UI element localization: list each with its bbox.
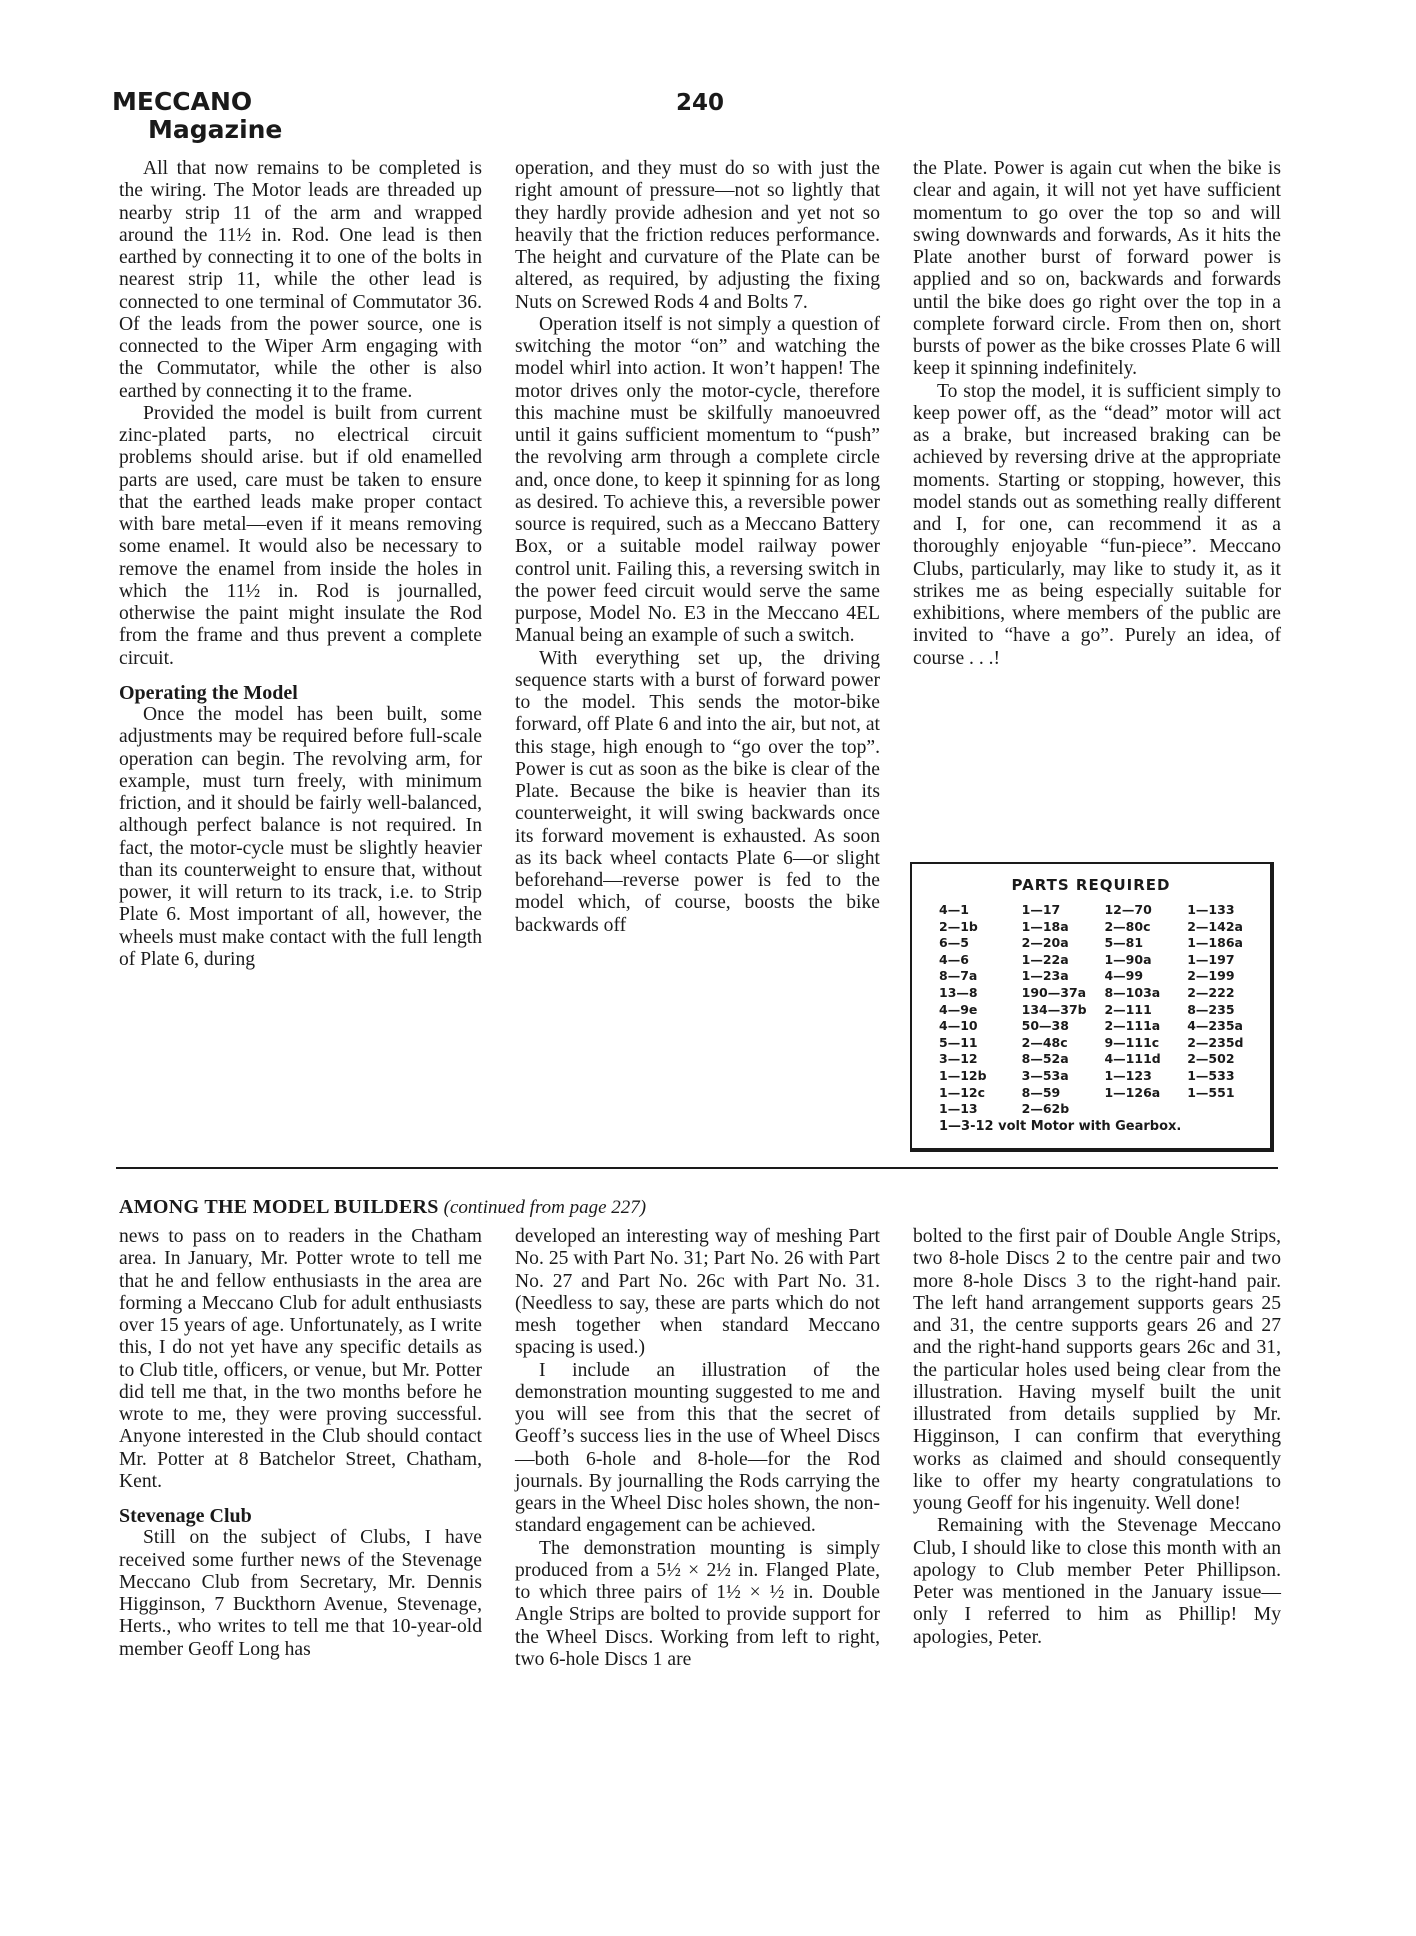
parts-footer: 1—3-12 volt Motor with Gearbox. [939,1118,1182,1134]
parts-cell: 4—111d [1104,1051,1161,1067]
parts-title: PARTS REQUIRED [1011,876,1171,894]
parts-required-box [910,862,1274,1152]
paragraph: Once the model has been built, some adjustments may be required before full-scale operation can begin. The revolving arm, for example, must turn freely, with minimum friction, and it should be fairly well-balanced, although perfect balance is not required. In fact, the motor-cycle must be slightly heavier than its counterweight to ensure that, without power, it will return to its track, i.e. to Strip Plate 6. Most important of all, however, the wheels must make contact with the full length of Plate 6, during [119,704,482,970]
parts-cell: 2—80c [1104,918,1151,934]
parts-cell: 1—126a [1104,1084,1161,1100]
paragraph: the Plate. Power is again cut when the bike is clear and again, it will not yet have sufficient momentum to go over the top so and will swing downwards and forwards, As it hits the Plate another burst of forward power is applied and so on, backwards and forwards until the bike does go right over the top in a complete forward circle. From then on, short bursts of power as the bike crosses Plate 6 will keep it spinning indefinitely. [913,158,1281,380]
parts-row [939,1018,1270,1035]
section-heading: Stevenage Club [119,1505,252,1527]
parts-cell: 1—533 [1187,1067,1235,1083]
paragraph: developed an interesting way of meshing Part No. 25 with Part No. 31; Part No. 26 with Part No. 27 and Part No. 26c with Part No. 31. (Needless to say, these are parts which do not mesh together when standard Meccano spacing is used.) [515,1226,880,1359]
parts-cell: 1—133 [1187,902,1235,917]
parts-cell: 8—235 [1187,1001,1235,1017]
parts-cell: 8—59 [1021,1084,1061,1100]
article-column-2 [515,158,880,937]
parts-cell: 1—12b [939,1067,987,1083]
parts-row [939,1068,1270,1085]
paragraph: All that now remains to be completed is the wiring. The Motor leads are threaded up nearby strip 11 of the arm and wrapped around the 11½ in. Rod. One lead is then earthed by connecting it to one of the bolts in nearest strip 11, while the other lead is connected to one terminal of Commutator 36. Of the leads from the power source, one is connected to the Wiper Arm engaging with the Commutator, while the other is also earthed by connecting it to the frame. [119,158,482,402]
parts-row [939,952,1270,969]
paragraph: The demonstration mounting is simply produced from a 5½ × 2½ in. Flanged Plate, to which three pairs of 1½ × ½ in. Double Angle Strips are bolted to provide support for the Wheel Discs. Working from left to right, two 6-hole Discs 1 are [515,1537,880,1670]
parts-cell: 2—111a [1104,1018,1161,1034]
parts-row [939,1101,1270,1118]
paragraph: operation, and they must do so with just the right amount of pressure—not so lightly that they hardly provide adhesion and yet not so heavily that the friction reduces performance. The height and curvature of the Plate can be altered, as required, by adjusting the fixing Nuts on Screwed Rods 4 and Bolts 7. [515,158,880,313]
parts-cell: 1—18a [1021,918,1069,934]
parts-cell: 134—37b [1021,1001,1087,1017]
parts-cell: 8—103a [1104,984,1161,1000]
parts-cell: 4—99 [1104,968,1144,984]
parts-cell: 2—1b [939,918,978,934]
parts-cell: 1—186a [1187,935,1243,951]
parts-cell: 13—8 [939,984,978,1000]
article-column-3 [913,158,1281,670]
parts-cell: 2—48c [1021,1034,1068,1050]
among-continued: (continued from page 227) [443,1197,647,1218]
among-column-1 [119,1226,482,1661]
parts-cell: 2—142a [1187,918,1243,934]
parts-table [939,902,1270,1118]
parts-row [939,968,1270,985]
paragraph: bolted to the first pair of Double Angle Strips, two 8-hole Discs 2 to the centre pair and two more 8-hole Discs 3 to the right-hand pair. The left hand arrangement supports gears 25 and 31, the centre supports gears 26 and 27 and the right-hand supports gears 26c and 31, the particular holes used being clear from the illustration. Having myself built the unit illustrated from details supplied by Mr. Higginson, I can confirm that everything works as claimed and should consequently like to offer my hearty congratulations to young Geoff for his ingenuity. Well done! [913,1226,1281,1514]
parts-cell: 8—52a [1021,1051,1069,1067]
among-title: AMONG THE MODEL BUILDERS [119,1196,439,1218]
parts-cell: 190—37a [1021,984,1087,1000]
parts-row [939,1002,1270,1019]
paragraph: Provided the model is built from current zinc-plated parts, no electrical circuit problems should arise. but if old enamelled parts are used, care must be taken to ensure that the earthed leads make proper contact with bare metal—even if it means removing some enamel. It would also be necessary to remove the enamel from inside the holes in which the 11½ in. Rod is journalled, otherwise the paint might insulate the Rod from the frame and thus prevent a complete circuit. [119,402,482,669]
parts-cell: 2—111 [1104,1001,1152,1017]
parts-row [939,1035,1270,1052]
parts-cell: 1—12c [939,1084,986,1100]
parts-cell [1104,1101,1187,1118]
parts-cell: 4—10 [939,1018,978,1034]
masthead-subtitle: Magazine [148,115,283,144]
parts-cell: 3—53a [1021,1067,1069,1083]
parts-cell: 4—6 [939,951,969,967]
parts-cell: 1—13 [939,1101,978,1117]
paragraph: To stop the model, it is sufficient simply to keep power off, as the “dead” motor will act as a brake, but increased braking can be achieved by reversing drive at the appropriate moments. Starting or stopping, however, this model stands out as something really different and I, for one, can recommend it as a thoroughly enjoyable “fun-piece”. Meccano Clubs, particularly, may like to study it, as it strikes me as being especially suitable for exhibitions, where members of the public are invited to “have a go”. Purely an idea, of course . . .! [913,380,1281,669]
parts-cell: 6—5 [939,935,969,951]
parts-cell: 1—90a [1104,951,1152,967]
section-heading: Operating the Model [119,681,298,704]
section-divider [116,1167,1278,1169]
parts-cell: 1—22a [1021,951,1069,967]
among-column-3 [913,1226,1281,1649]
parts-row [939,919,1270,936]
parts-cell: 4—235a [1187,1018,1243,1034]
parts-cell: 1—17 [1021,902,1061,917]
paragraph: news to pass on to readers in the Chatham area. In January, Mr. Potter wrote to tell me that he and fellow enthusiasts in the area are forming a Meccano Club for adult enthusiasts over 15 years of age. Unfortunately, as I write this, I do not yet have any specific details as to Club title, officers, or venue, but Mr. Potter did tell me that, in the two months before he wrote to me, they were proving successful. Anyone interested in the Club should contact Mr. Potter at 8 Batchelor Street, Chatham, Kent. [119,1226,482,1492]
among-column-2 [515,1226,880,1671]
parts-cell: 5—81 [1104,935,1144,951]
parts-cell: 2—199 [1187,968,1235,984]
parts-cell: 1—551 [1187,1084,1235,1100]
parts-cell: 2—20a [1021,935,1069,951]
masthead-title: MECCANO [112,87,253,116]
parts-cell: 9—111c [1104,1034,1160,1050]
parts-cell: 2—62b [1021,1101,1070,1117]
parts-cell [1187,1101,1270,1118]
parts-cell: 2—222 [1187,984,1235,1000]
masthead [112,88,282,144]
among-heading [119,1196,646,1219]
parts-cell: 2—502 [1187,1051,1235,1067]
parts-cell: 4—9e [939,1001,978,1017]
parts-cell: 8—7a [939,968,978,984]
parts-cell: 50—38 [1021,1018,1069,1034]
article-column-1 [119,158,482,971]
parts-row [939,1051,1270,1068]
parts-cell: 4—1 [939,902,969,917]
parts-row [939,985,1270,1002]
parts-cell: 12—70 [1104,902,1152,917]
parts-row [939,935,1270,952]
paragraph: Still on the subject of Clubs, I have received some further news of the Stevenage Meccano Club from Secretary, Mr. Dennis Higginson, 7 Buckthorn Avenue, Stevenage, Herts., who writes to tell me that 10-year-old member Geoff Long has [119,1527,482,1660]
parts-cell: 1—197 [1187,951,1235,967]
paragraph: With everything set up, the driving sequence starts with a burst of forward power to the model. This sends the motor-bike forward, off Plate 6 and into the air, but not, at this stage, high enough to “go over the top”. Power is cut as soon as the bike is clear of the Plate. Because the bike is heavier than its counterweight, it will swing backwards once its forward movement is exhausted. As soon as its back wheel contacts Plate 6—or slight beforehand—reverse power is fed to the model which, of course, boosts the bike backwards off [515,647,880,936]
page-number: 240 [676,90,725,116]
parts-cell: 1—123 [1104,1067,1152,1083]
paragraph: Operation itself is not simply a question of switching the motor “on” and watching the model whirl into action. It won’t happen! The motor drives only the motor-cycle, therefore this machine must be skilfully manoeuvred until it gains sufficient momentum to “push” the revolving arm through a complete circle and, once done, to keep it spinning for as long as desired. To achieve this, a reversible power source is required, such as a Meccano Battery Box, or a suitable model railway power control unit. Failing this, a reversing switch in the power feed circuit would serve the same purpose, Model No. E3 in the Meccano 4EL Manual being an example of such a switch. [515,313,880,647]
parts-cell: 3—12 [939,1051,978,1067]
parts-row [939,1085,1270,1102]
parts-cell: 2—235d [1187,1034,1244,1050]
parts-row [939,902,1270,919]
paragraph: I include an illustration of the demonstration mounting suggested to me and you will see from this that the secret of Geoff’s success lies in the use of Wheel Discs—both 6-hole and 8-hole—for the Rod journals. By journalling the Rods carrying the gears in the Wheel Disc holes shown, the non-standard engagement can be achieved. [515,1359,880,1537]
parts-cell: 1—23a [1021,968,1069,984]
parts-cell: 5—11 [939,1034,978,1050]
paragraph: Remaining with the Stevenage Meccano Club, I should like to close this month with an apology to Club member Peter Phillipson. Peter was mentioned in the January issue—only I referred to him as Phillip! My apologies, Peter. [913,1515,1281,1648]
